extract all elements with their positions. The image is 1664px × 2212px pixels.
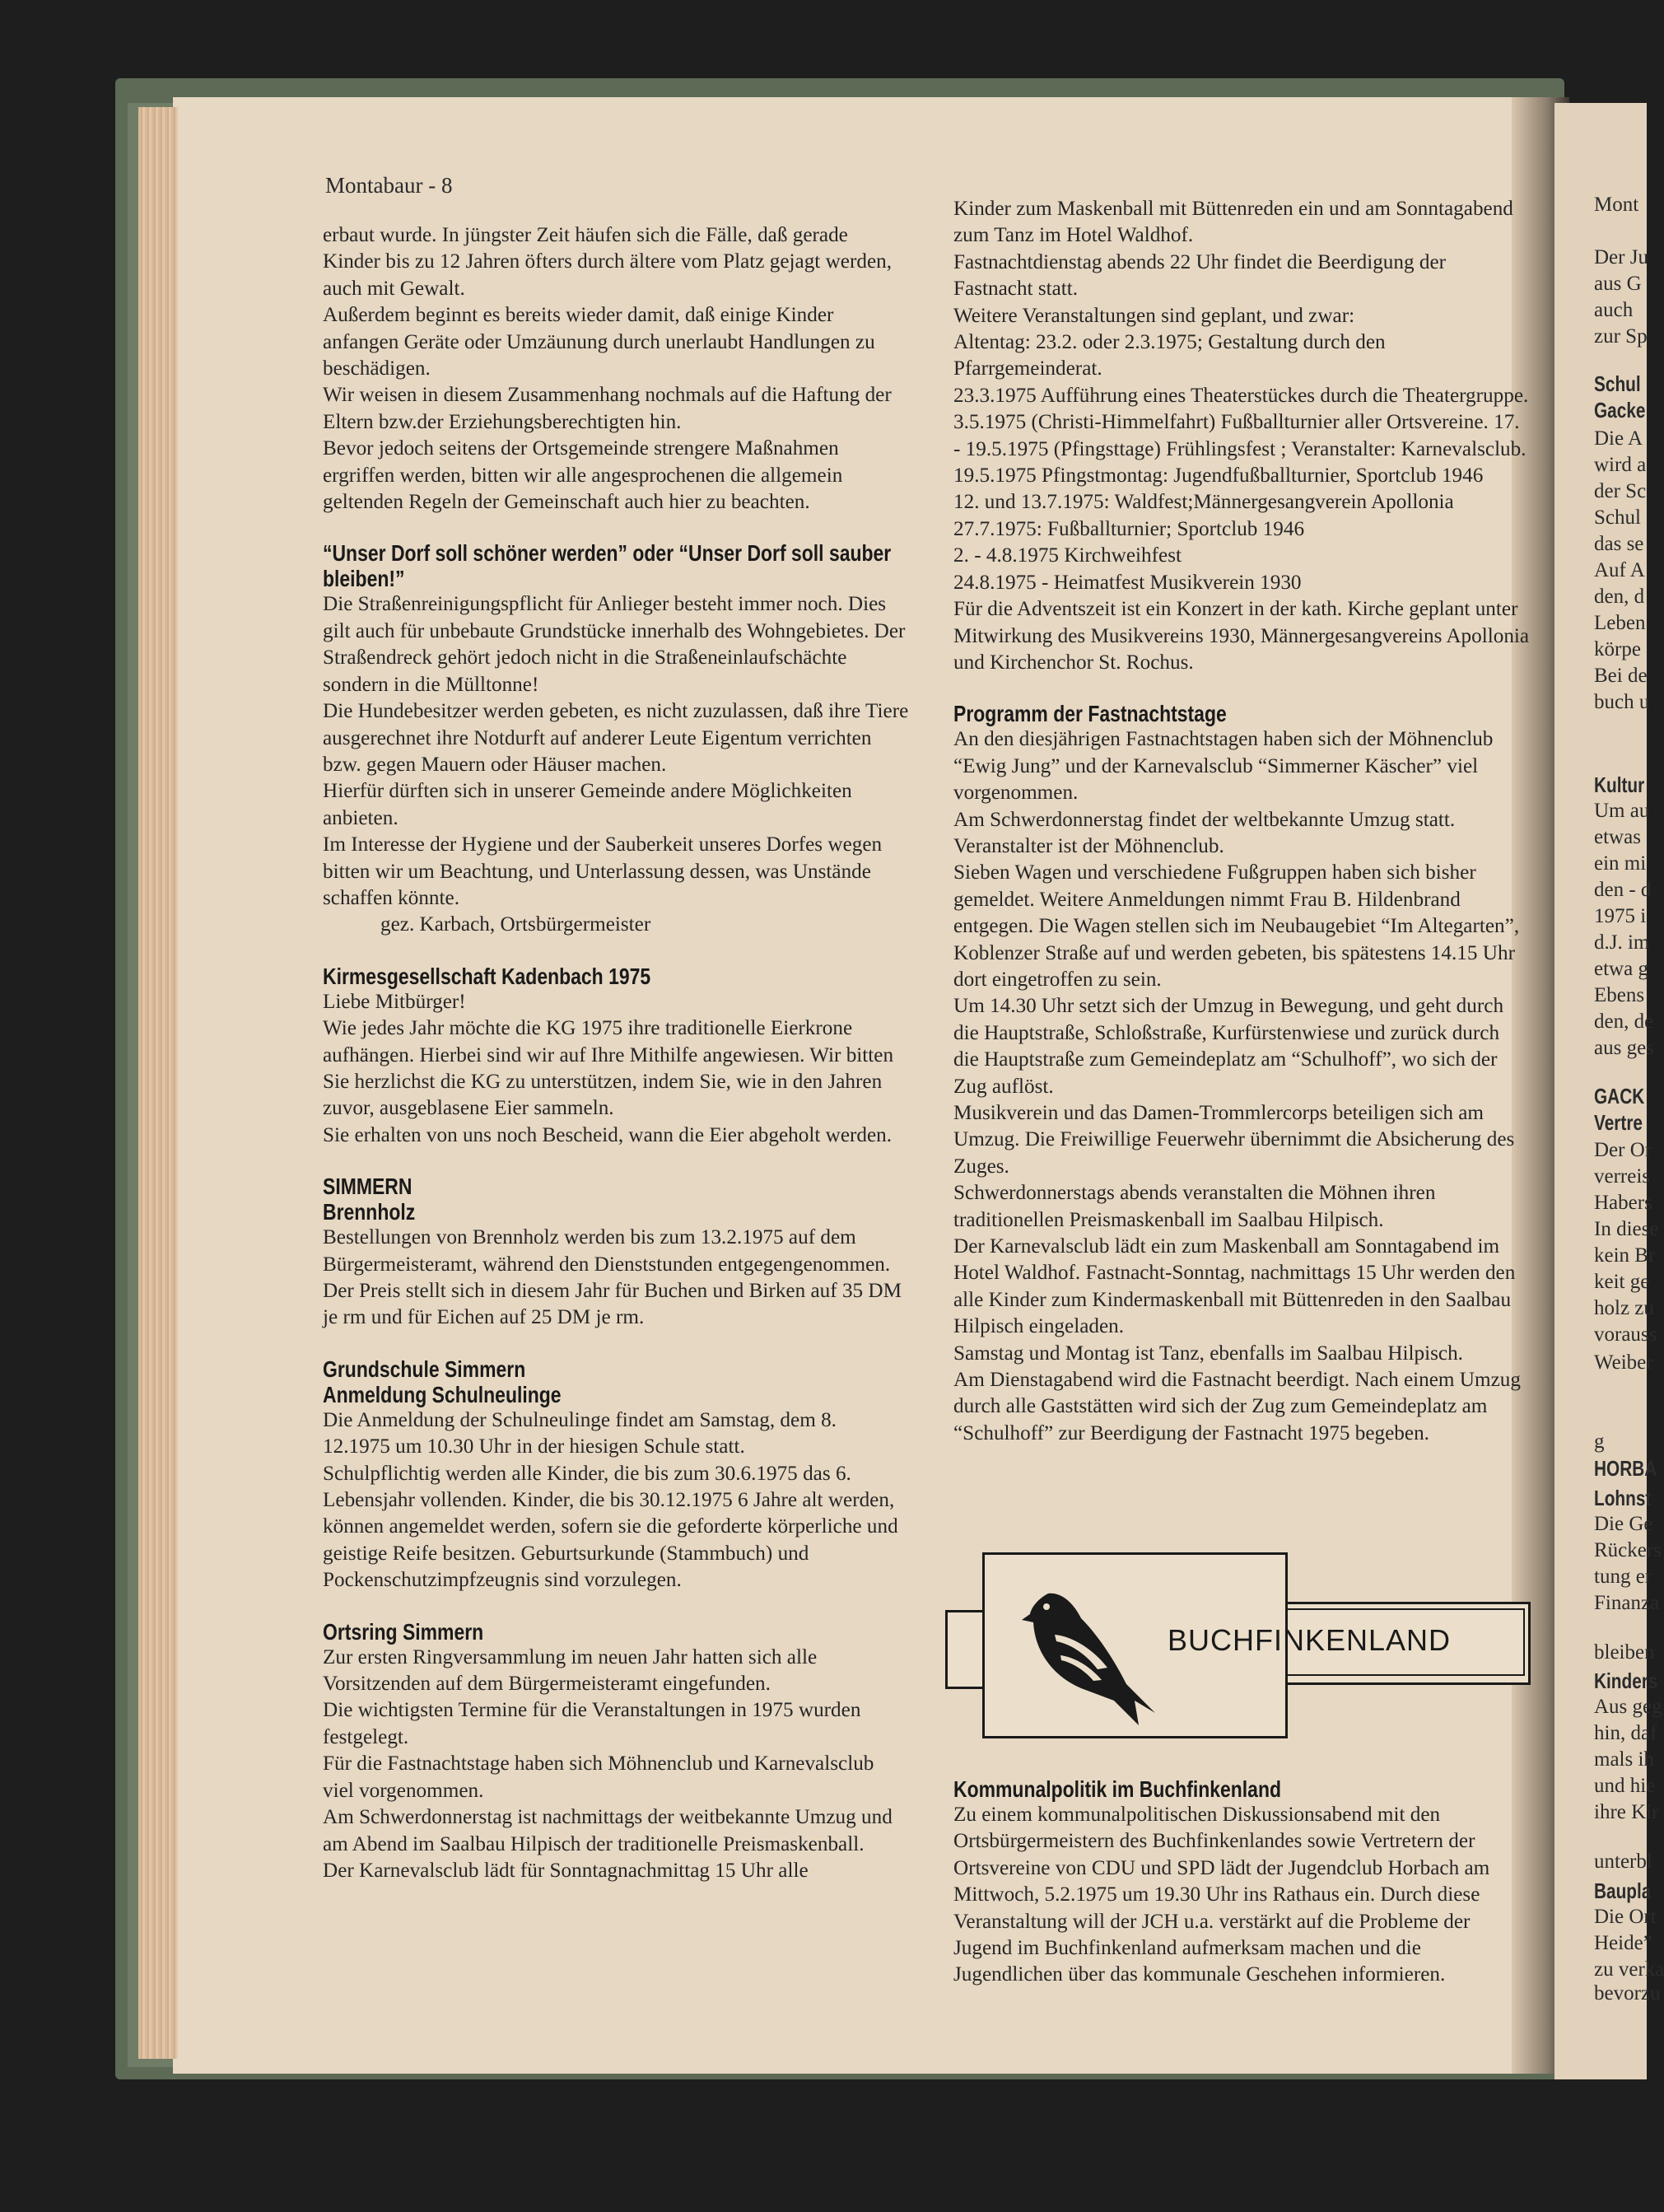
paragraph: 23.3.1975 Aufführung eines Theaterstückes durch die Theatergruppe. [953,384,1529,407]
next-page-text: hin, daf [1594,1722,1657,1744]
paragraph: Zur ersten Ringversammlung im neuen Jahr hatten sich alle Vorsitzenden auf dem Bürgermeisteramt eingefunden. [323,1645,818,1696]
paragraph: Liebe Mitbürger! [323,990,466,1013]
next-page-text: buch u [1594,691,1650,713]
paragraph: 12. und 13.7.1975: Waldfest;Männergesangverein Apollonia [953,491,1454,514]
next-page-text: bleiben [1594,1641,1655,1664]
next-page-text: Rückers [1594,1539,1662,1561]
next-page-text: g [1594,1430,1605,1453]
paragraph: Die wichtigsten Termine für die Veranstaltungen in 1975 wurden festgelegt. [323,1699,861,1748]
next-page-text: etwas [1594,826,1641,848]
paragraph: Schulpflichtig werden alle Kinder, die bis zum 30.6.1975 das 6. Lebensjahr vollenden. Kinder, die bis 30.12.1975 6 Jahre alt werden, können angemeldet werden, sofern sie die geforderte körperliche und geistige Reife besitzen. Geburtsurkunde (Stammbuch) und Pockenschutzimpfzeugnis sind vorzulegen. [323,1462,898,1592]
next-page-text: In diese [1594,1218,1659,1240]
next-page-text: Gacke [1594,398,1646,422]
paragraph: 3.5.1975 (Christi-Himmelfahrt) Fußballturnier aller Ortsvereine. 17. - 19.5.1975 (Pfingsttage) Frühlingsfest ; Veranstalter: Karnevalsclub. [953,411,1526,460]
paragraph: Am Dienstagabend wird die Fastnacht beerdigt. Nach einem Umzug durch alle Gaststätten wird sich der Zug zum Gemeindeplatz am “Schulhoff” zur Beerdigung der Fastnacht 1975 begeben. [953,1369,1521,1444]
paragraph: Sieben Wagen und verschiedene Fußgruppen haben sich bisher gemeldet. Weitere Anmeldungen nimmt Frau B. Hildenbrand entgegen. Die Wagen stellen sich im Neubaugebiet “Im Altegarten”, Koblenzer Straße auf und werden gebeten, bis spätestens 14.15 Uhr dort eingetroffen zu sein. [953,861,1520,991]
next-page-text: Weiber [1594,1351,1653,1374]
next-page-text: Aus geg [1594,1696,1662,1718]
next-page-text: den, d [1594,586,1645,608]
next-page-text: und hie [1594,1775,1656,1797]
logo-tab [945,1610,985,1689]
next-page-text: Ebens [1594,984,1645,1006]
next-page-text: auch [1594,299,1634,321]
next-page-text: Leben [1594,612,1646,634]
paragraph: Zu einem kommunalpolitischen Diskussionsabend mit den Ortsbürgermeistern des Buchfinkenlandes sowie Vertretern der Ortsvereine von CDU und SPD lädt der Jugendclub Horbach am Mittwoch, 5.2.1975 um 19.30 Uhr ins Rathaus ein. Durch diese Veranstaltung will der JCH u.a. verstärkt auf die Probleme der Jugend im Buchfinkenland aufmerksam machen und die Jugendlichen über das kommunale Geschehen informieren. [953,1804,1490,1986]
next-page-text: Mont [1594,194,1639,216]
paragraph: Der Preis stellt sich in diesem Jahr für Buchen und Birken auf 35 DM je rm und für Eichen auf 25 DM je rm. [323,1280,902,1329]
next-page-text: der Sc [1594,480,1647,502]
section-heading [323,1356,909,1407]
next-page-text: vorauss [1594,1323,1657,1346]
paragraph: An den diesjährigen Fastnachtstagen haben sich der Möhnenclub “Ewig Jung” und der Karnevalsclub “Simmerner Käscher” viel vorgenommen. [953,728,1494,805]
next-page-text: unterbl [1594,1850,1652,1873]
next-page-text: Habers [1594,1192,1652,1214]
next-page-text: d.J. im [1594,931,1650,954]
next-page-text: zur Sp [1594,325,1648,348]
next-page-text: tung er [1594,1566,1652,1588]
paragraph: Die Hundebesitzer werden gebeten, es nicht zuzulassen, daß ihre Tiere ausgerechnet ihre Notdurft auf anderer Leute Eigentum verrichten bzw. gegen Mauern oder Häuser machen. [323,700,909,776]
paragraph: Der Karnevalsclub lädt ein zum Maskenball am Sonntagabend im Hotel Waldhof. Fastnacht-Sonntag, nachmittags 15 Uhr werden den alle Kinder zum Kindermaskenball mit Büttenreden in den Saalbau Hilpisch eingeladen. [953,1235,1516,1338]
next-page-text: ihre Kir [1594,1801,1659,1823]
paragraph: Am Schwerdonnerstag findet der weltbekannte Umzug statt. Veranstalter ist der Möhnenclub. [953,808,1456,857]
section-subheading: Brennholz [323,1199,416,1225]
buchfinkenland-logo [945,1552,1522,1750]
next-page-text: mals ih [1594,1748,1654,1771]
paragraph: Altentag: 23.2. oder 2.3.1975; Gestaltung durch den Pfarrgemeinderat. [953,331,1386,380]
paragraph: Für die Adventszeit ist ein Konzert in der kath. Kirche geplant unter Mitwirkung des Musikvereins 1930, Männergesangvereins Apollonia und Kirchenchor St. Rochus. [953,598,1530,674]
next-page-fragment [1554,103,1664,2079]
section-heading [323,964,909,989]
section-heading-text: Programm der Fastnachtstage [953,701,1227,727]
section-heading-text: SIMMERN [323,1174,413,1200]
paragraph: Der Karnevalsclub lädt für Sonntagnachmittag 15 Uhr alle [323,1859,809,1882]
paragraph: Wir weisen in diesem Zusammenhang nochmals auf die Haftung der Eltern bzw.der Erziehungsberechtigten hin. [323,384,892,433]
next-page-text: Vertre [1594,1110,1643,1135]
next-page-text: das se [1594,533,1644,555]
section-heading [323,540,909,591]
next-page-text: kein Br [1594,1244,1656,1267]
section-heading [953,1776,1530,1802]
section-heading-text: “Unser Dorf soll schöner werden” oder “Unser Dorf soll sauber bleiben!” [323,540,892,592]
logo-text: BUCHFINKENLAND [1168,1623,1452,1657]
next-page-text: keit ge [1594,1271,1650,1293]
paragraph: 2. - 4.8.1975 Kirchweihfest [953,544,1182,567]
next-page-text: körpe [1594,638,1641,660]
section-heading [323,1619,909,1645]
next-page-text: zu verka [1594,1958,1664,1981]
section-heading [953,701,1530,726]
section-heading [323,1174,909,1225]
section-subheading: Anmeldung Schulneulinge [323,1381,562,1407]
next-page-text: ein mi [1594,852,1647,875]
next-page-text: Kinders [1594,1668,1658,1693]
next-page-text: aus ges [1594,1037,1654,1059]
paragraph: Sie erhalten von uns noch Bescheid, wann die Eier abgeholt werden. [323,1123,893,1146]
paragraph: 19.5.1975 Pfingstmontag: Jugendfußballturnier, Sportclub 1946 [953,464,1484,488]
next-page-text: den - d [1594,879,1652,901]
next-page-text: bevorzu [1594,1982,1661,2004]
page-header: Montabaur - 8 [325,173,453,198]
finch-bird-icon [1015,1577,1163,1725]
paragraph: Die Anmeldung der Schulneulinge findet am Samstag, dem 8. 12.1975 um 10.30 Uhr in der hiesigen Schule statt. [323,1408,837,1458]
paragraph: Am Schwerdonnerstag ist nachmittags der weitbekannte Umzug und am Abend im Saalbau Hilpisch der traditionelle Preismaskenball. [323,1806,893,1855]
next-page-text: Der Ju [1594,246,1648,268]
section-heading-text: Ortsring Simmern [323,1618,484,1645]
right-column-bottom [953,1752,1530,1989]
next-page-text: Finanza [1594,1592,1660,1614]
next-page-text: holz zu [1594,1297,1654,1319]
next-page-text: Baupla [1594,1878,1652,1903]
paragraph: Um 14.30 Uhr setzt sich der Umzug in Bewegung, und geht durch die Hauptstraße, Schloßstraße, Kurfürstenwiese und zurück durch die Hauptstraße zum Gemeindeplatz am “Schulhoff”, wo sich der Zug auflöst. [953,995,1504,1098]
next-page-text: Auf A [1594,559,1645,581]
next-page-text: den, de [1594,1010,1654,1033]
section-heading-text: Grundschule Simmern [323,1356,526,1382]
paragraph: gez. Karbach, Ortsbürgermeister [380,913,651,936]
left-column [323,222,909,1884]
paragraph: erbaut wurde. In jüngster Zeit häufen sich die Fälle, daß gerade Kinder bis zu 12 Jahren öfters durch ältere vom Platz gejagt werden, auch mit Gewalt. [323,224,893,300]
right-column [953,196,1530,1447]
next-page-text: Die A [1594,427,1643,450]
paragraph: Für die Fastnachtstage haben sich Möhnenclub und Karnevalsclub viel vorgenommen. [323,1752,874,1802]
paragraph: Bevor jedoch seitens der Ortsgemeinde strengere Maßnahmen ergriffen werden, bitten wir alle angesprochenen die allgemein geltenden Regeln der Gemeinschaft auch hier zu beachten. [323,437,843,514]
next-page-text: Um au [1594,800,1650,822]
paragraph: Hierfür dürften sich in unserer Gemeinde andere Möglichkeiten anbieten. [323,780,852,829]
next-page-text: HORBA [1594,1456,1657,1481]
next-page-text: Die Ge [1594,1513,1653,1535]
next-page-text: Lohnst [1594,1486,1652,1510]
next-page-text: Schul [1594,506,1641,529]
section-heading-text: Kommunalpolitik im Buchfinkenland [953,1776,1282,1802]
next-page-text: GACK [1594,1084,1645,1108]
section-heading-text: Kirmesgesellschaft Kadenbach 1975 [323,963,651,989]
paragraph: Kinder zum Maskenball mit Büttenreden ein und am Sonntagabend zum Tanz im Hotel Waldhof. [953,198,1513,247]
next-page-text: aus G [1594,273,1642,295]
next-page-text: Kultur [1594,772,1645,797]
paragraph: Schwerdonnerstags abends veranstalten die Möhnen ihren traditionellen Preismaskenball im Saalbau Hilpisch. [953,1182,1436,1231]
paragraph: Fastnachtdienstag abends 22 Uhr findet die Beerdigung der Fastnacht statt. [953,250,1447,301]
paragraph: 24.8.1975 - Heimatfest Musikverein 1930 [953,571,1302,594]
next-page-text: wird a [1594,454,1647,476]
page-edges [138,107,178,2059]
next-page-text: Heide” [1594,1932,1652,1954]
paragraph: Die Straßenreinigungspflicht für Anlieger besteht immer noch. Dies gilt auch für unbebaute Grundstücke innerhalb des Wohngebietes. Der Straßendreck gehört jedoch nicht in die Straßeneinlaufschächte sondern in die Mülltonne! [323,593,906,696]
next-page-text: Schul [1594,371,1641,396]
next-page-text: 1975 i [1594,905,1647,927]
paragraph: Außerdem beginnt es bereits wieder damit, daß einige Kinder anfangen Geräte oder Umzäunung durch unerlaubt Handlungen zu beschädigen. [323,304,875,380]
next-page-text: Die Ort [1594,1906,1657,1928]
next-page-text: etwa g [1594,958,1648,980]
next-page-text: Bei de [1594,665,1648,687]
paragraph: Samstag und Montag ist Tanz, ebenfalls im Saalbau Hilpisch. [953,1342,1463,1365]
paragraph: 27.7.1975: Fußballturnier; Sportclub 1946 [953,517,1305,540]
paragraph: Weitere Veranstaltungen sind geplant, und zwar: [953,304,1355,327]
next-page-text: Der Or [1594,1139,1652,1161]
next-page-text: verreis [1594,1165,1651,1188]
paragraph: Im Interesse der Hygiene und der Sauberkeit unseres Dorfes wegen bitten wir um Beachtung, und Unterlassung dessen, was Unstände schaffen könnte. [323,833,883,909]
paragraph: Wie jedes Jahr möchte die KG 1975 ihre traditionelle Eierkrone aufhängen. Hierbei sind wir auf Ihre Mithilfe angewiesen. Wir bitten Sie herzlichst die KG zu unterstützen, indem Sie, wie in den Jahren zuvor, ausgeblasene Eier sammeln. [323,1017,894,1120]
paragraph: Musikverein und das Damen-Trommlercorps beteiligen sich am Umzug. Die Freiwillige Feuerwehr übernimmt die Absicherung des Zuges. [953,1102,1515,1178]
paragraph: Bestellungen von Brennholz werden bis zum 13.2.1975 auf dem Bürgermeisteramt, während den Dienststunden entgegengenommen. [323,1226,891,1276]
